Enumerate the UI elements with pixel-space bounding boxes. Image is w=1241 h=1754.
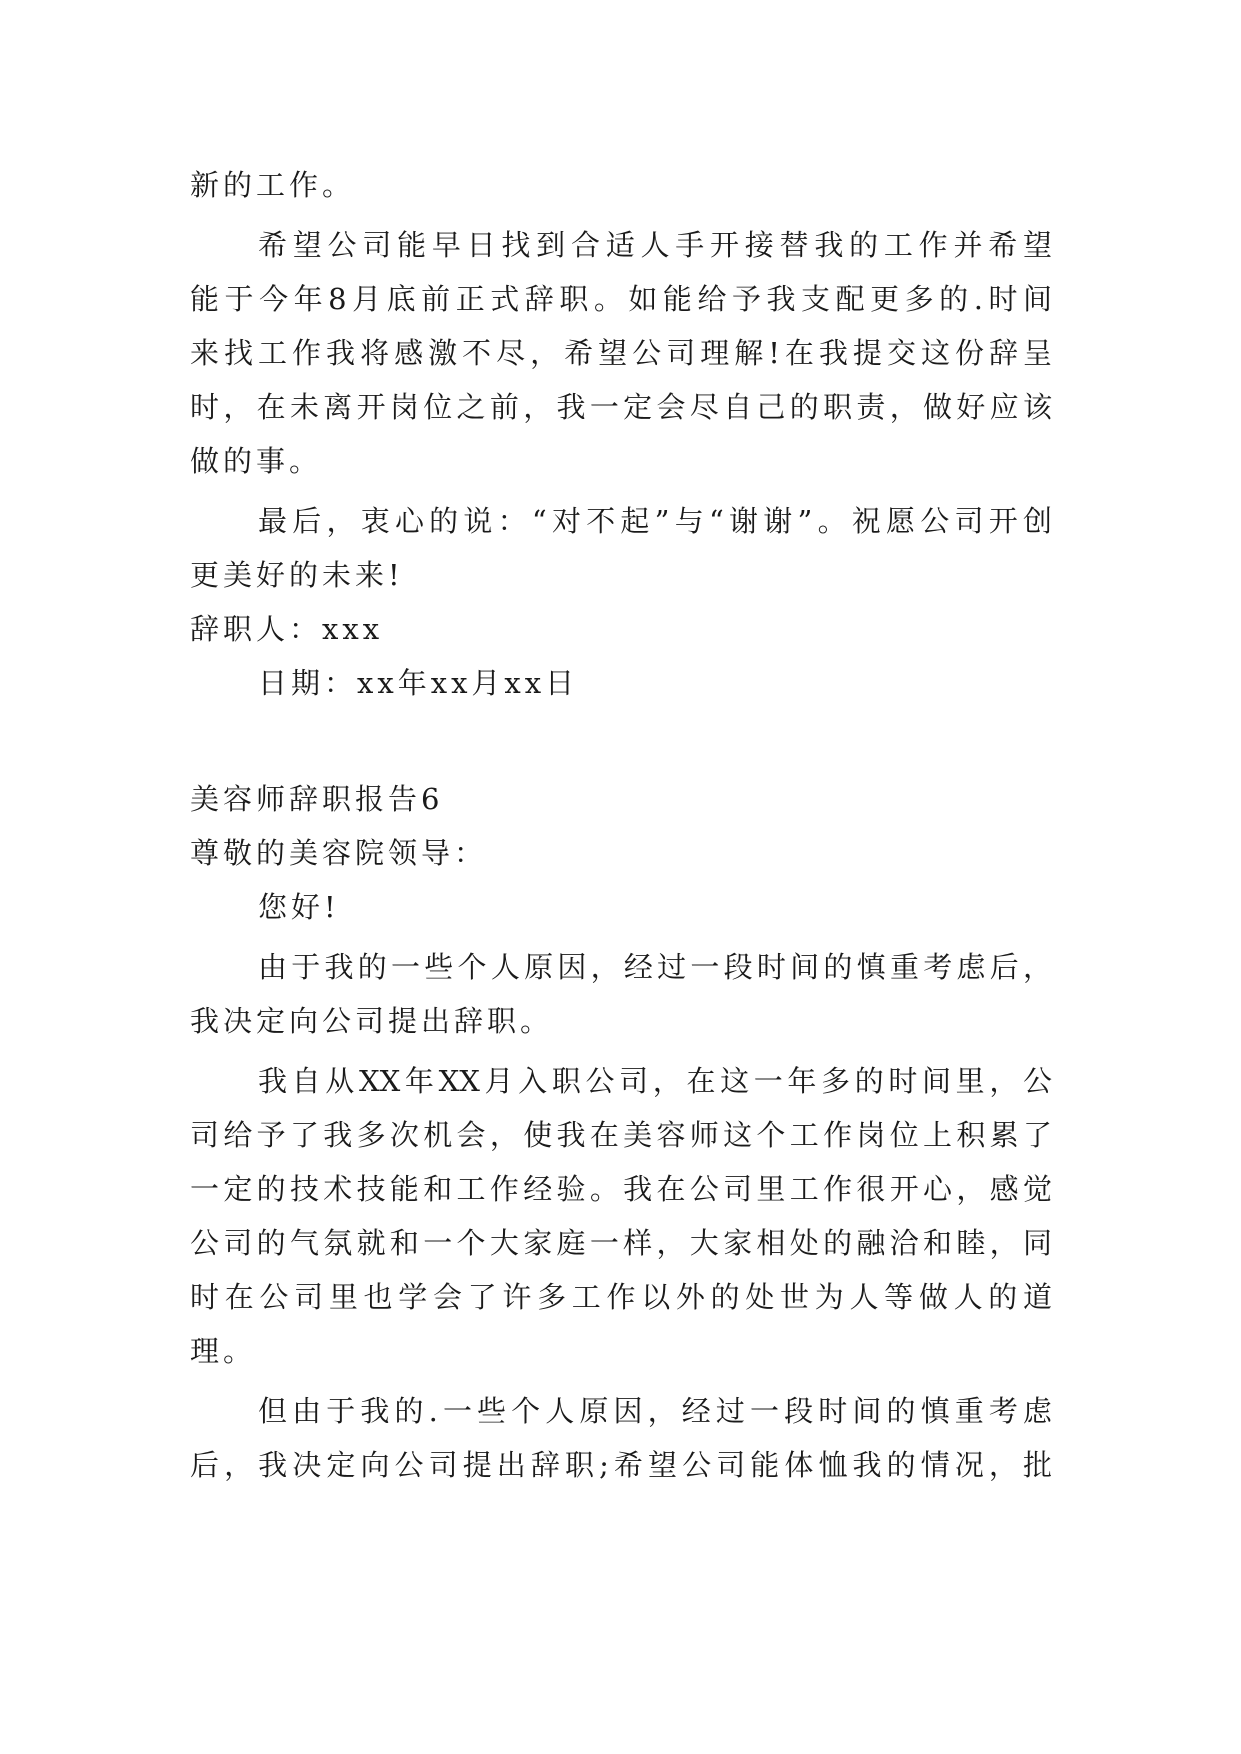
paragraph-line: 公司的气氛就和一个大家庭一样，大家相处的融洽和睦，同	[190, 1226, 1052, 1260]
paragraph-line: 我决定向公司提出辞职。	[190, 1004, 554, 1038]
paragraph-line: 希望公司能早日找到合适人手开接替我的工作并希望	[258, 228, 1052, 262]
paragraph-line: 一定的技术技能和工作经验。我在公司里工作很开心，感觉	[190, 1172, 1052, 1206]
paragraph-line: 来找工作我将感激不尽，希望公司理解!在我提交这份辞呈	[190, 336, 1052, 370]
paragraph-line: 由于我的一些个人原因，经过一段时间的慎重考虑后，	[258, 950, 1052, 984]
paragraph-line: 能于今年8月底前正式辞职。如能给予我支配更多的.时间	[190, 282, 1052, 316]
paragraph-line: 时在公司里也学会了许多工作以外的处世为人等做人的道	[190, 1280, 1052, 1314]
salutation: 尊敬的美容院领导：	[190, 836, 488, 870]
section-title: 美容师辞职报告6	[190, 782, 444, 816]
paragraph-line: 做的事。	[190, 444, 323, 478]
paragraph-line: 时，在未离开岗位之前，我一定会尽自己的职责，做好应该	[190, 390, 1052, 424]
date-line: 日期：xx年xx月xx日	[258, 666, 579, 700]
paragraph-line: 最后，衷心的说：“对不起”与“谢谢”。祝愿公司开创	[258, 504, 1052, 538]
paragraph-line: 但由于我的.一些个人原因，经过一段时间的慎重考虑	[258, 1394, 1052, 1428]
greeting: 您好!	[258, 890, 340, 924]
paragraph-line: 理。	[190, 1334, 257, 1368]
paragraph-line: 我自从XX年XX月入职公司，在这一年多的时间里，公	[258, 1064, 1052, 1098]
resignee-line: 辞职人：xxx	[190, 612, 384, 646]
paragraph-line: 后，我决定向公司提出辞职;希望公司能体恤我的情况，批	[190, 1448, 1052, 1482]
paragraph-line: 司给予了我多次机会，使我在美容师这个工作岗位上积累了	[190, 1118, 1052, 1152]
paragraph-line: 更美好的未来!	[190, 558, 404, 592]
paragraph-line: 新的工作。	[190, 168, 356, 202]
